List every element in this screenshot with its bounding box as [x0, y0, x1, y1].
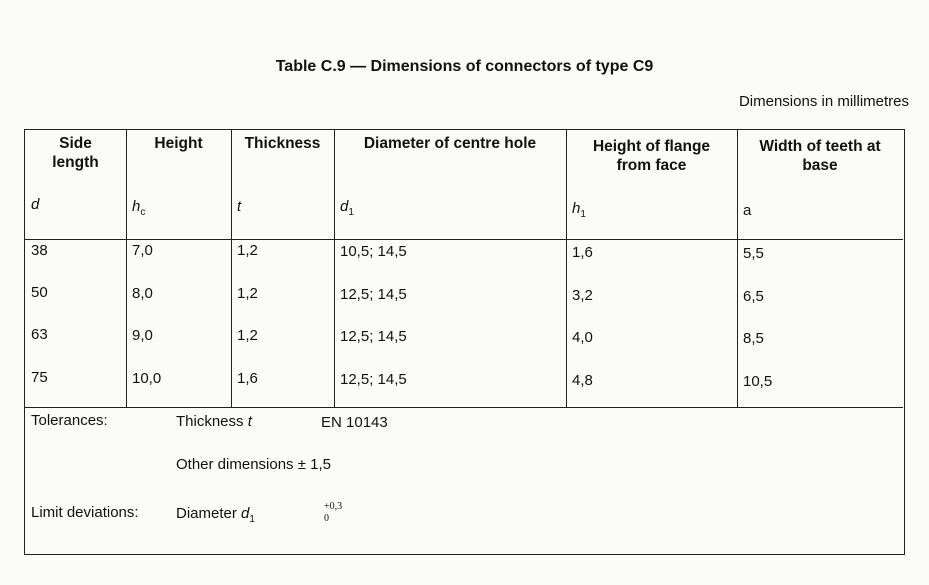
table-cell: 5,5 [743, 245, 764, 262]
header-height: Height [154, 135, 203, 152]
diameter-deviation: Diameter $d_1$ [176, 505, 255, 525]
header-side-length: Side length [52, 135, 99, 171]
symbol-a: a [743, 202, 752, 219]
table-cell: 1,2 [237, 327, 258, 344]
symbol-t: t [237, 198, 242, 215]
table-cell: 10,5; 14,5 [340, 243, 407, 260]
header-teeth-width: Width of teeth at base [759, 138, 881, 174]
table-cell: 8,0 [132, 285, 153, 302]
table-cell: 4,0 [572, 329, 593, 346]
table-cell: 1,2 [237, 285, 258, 302]
symbol-d: d [31, 196, 40, 213]
table-cell: 10,0 [132, 370, 162, 387]
table-cell: 12,5; 14,5 [340, 286, 407, 303]
thickness-standard: EN 10143 [321, 414, 388, 431]
limit-deviations-label: Limit deviations: [31, 504, 139, 521]
symbol-h1: $h_1$ [572, 200, 586, 220]
table-cell: 4,8 [572, 372, 593, 389]
col-divider [334, 130, 335, 407]
header-flange-height: Height of flange from face [592, 138, 711, 174]
header-centre-hole: Diameter of centre hole [363, 135, 537, 152]
table-cell: 1,2 [237, 242, 258, 259]
table-cell: 12,5; 14,5 [340, 328, 407, 345]
table-cell: 8,5 [743, 330, 764, 347]
other-dimensions-tolerance: Other dimensions ± 1,5 [176, 456, 331, 473]
deviation-values: +0,3 0 [324, 501, 343, 524]
table-cell: 50 [31, 284, 48, 301]
table-cell: 6,5 [743, 288, 764, 305]
table-cell: 1,6 [237, 370, 258, 387]
table-cell: 63 [31, 326, 48, 343]
footer-divider [25, 407, 903, 408]
table-cell: 9,0 [132, 327, 153, 344]
tolerances-label: Tolerances: [31, 412, 108, 429]
table-cell: 10,5 [743, 373, 773, 390]
table-cell: 3,2 [572, 287, 593, 304]
table-title: Table C.9 — Dimensions of connectors of type C9 [275, 58, 654, 75]
units-note: Dimensions in millimetres [738, 93, 909, 110]
table-cell: 38 [31, 242, 48, 259]
col-divider [126, 130, 127, 407]
symbol-d1: $d_1$ [340, 198, 354, 218]
symbol-hc: $h_c$ [132, 198, 146, 218]
table-cell: 7,0 [132, 242, 153, 259]
table-cell: 75 [31, 369, 48, 386]
col-divider [231, 130, 232, 407]
table-cell: 12,5; 14,5 [340, 371, 407, 388]
header-divider [25, 239, 903, 240]
thickness-tolerance: Thickness t [176, 413, 252, 430]
table-cell: 1,6 [572, 244, 593, 261]
header-thickness: Thickness [244, 135, 321, 152]
dimensions-table [24, 129, 905, 555]
